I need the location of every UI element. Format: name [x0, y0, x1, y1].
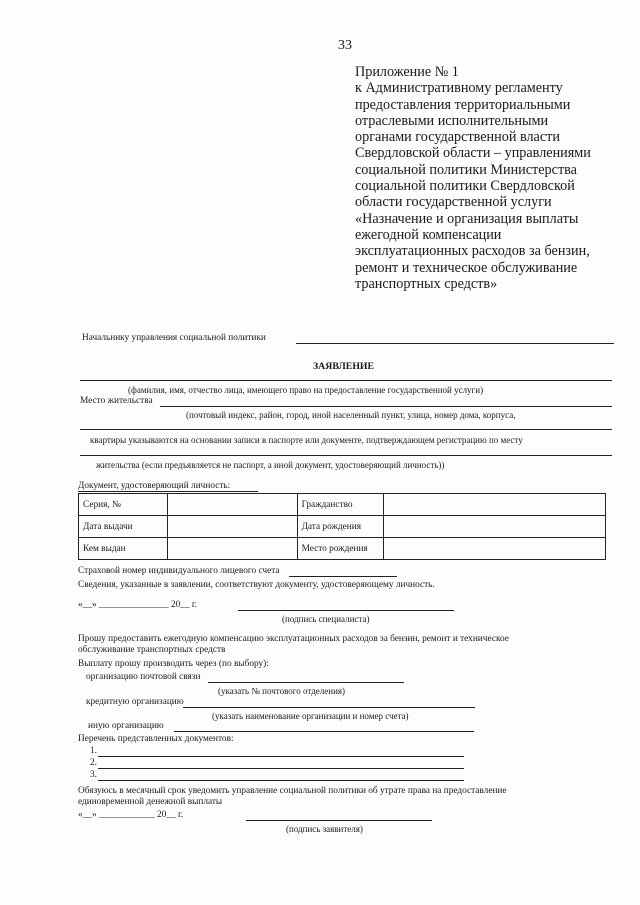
- document-number-1: 1.: [90, 746, 97, 756]
- page-number: 33: [338, 38, 352, 53]
- appendix-line: социальной политики Свердловской: [355, 178, 575, 195]
- specialist-signature-hint: (подпись специалиста): [282, 614, 370, 624]
- address-hint-3: жительства (если предъявляется не паспорт, а иной документ, удостоверяющий личность)): [96, 460, 445, 470]
- appendix-line: органами государственной власти: [355, 129, 560, 146]
- issued-by-value[interactable]: [167, 538, 297, 560]
- document-field-2[interactable]: [98, 768, 464, 769]
- other-org-label: иную организацию: [88, 721, 164, 731]
- document-field-3[interactable]: [98, 780, 464, 781]
- appendix-line: предоставления территориальными: [355, 96, 571, 113]
- table-row: [79, 538, 606, 560]
- full-name-field[interactable]: [80, 380, 612, 381]
- specialist-date: «__» _______________ 20__ г.: [78, 600, 197, 610]
- obligation-text-2: единовременной денежной выплаты: [78, 797, 223, 807]
- series-value[interactable]: [167, 494, 297, 516]
- applicant-signature-hint: (подпись заявителя): [286, 824, 363, 834]
- request-text-2: обслуживание транспортных средств: [78, 645, 226, 655]
- appendix-line: транспортных средств»: [355, 275, 498, 292]
- applicant-date: «__» ____________ 20__ г.: [78, 810, 184, 820]
- issue-date-label: Дата выдачи: [79, 516, 168, 538]
- birth-place-value[interactable]: [383, 538, 606, 560]
- birth-date-label: Дата рождения: [297, 516, 383, 538]
- appendix-line: отраслевыми исполнительными: [355, 112, 549, 129]
- birth-place-label: Место рождения: [297, 538, 383, 560]
- appendix-line: Приложение № 1: [355, 64, 459, 80]
- id-document-underline: [78, 491, 258, 492]
- appendix-line: Свердловской области – управлениями: [355, 145, 591, 162]
- info-confirm-text: Сведения, указанные в заявлении, соответствуют документу, удостоверяющему личность.: [78, 580, 435, 590]
- appendix-header: [355, 64, 625, 292]
- residence-field[interactable]: [160, 406, 612, 407]
- appendix-line: ежегодной компенсации: [355, 226, 502, 243]
- request-text-1: Прошу предоставить ежегодную компенсацию эксплуатационных расходов за бензин, ремонт и техническое: [78, 634, 509, 644]
- obligation-text-1: Обязуюсь в месячный срок уведомить управление социальной политики об утрате права на предоставление: [78, 786, 507, 796]
- id-document-label: Документ, удостоверяющий личность:: [78, 481, 231, 491]
- applicant-signature-field[interactable]: [246, 820, 432, 821]
- appendix-line: социальной политики Министерства: [355, 161, 577, 178]
- issue-date-value[interactable]: [167, 516, 297, 538]
- table-row: [79, 494, 606, 516]
- appendix-line: «Назначение и организация выплаты: [355, 210, 579, 227]
- addressee-field[interactable]: [296, 343, 614, 344]
- appendix-line: области государственной услуги: [355, 194, 552, 211]
- document-field-1[interactable]: [98, 756, 464, 757]
- address-field-3[interactable]: [80, 455, 612, 456]
- full-name-hint: (фамилия, имя, отчество лица, имеющего право на предоставление государственной услуги): [128, 385, 484, 395]
- credit-org-field[interactable]: [183, 707, 475, 708]
- insurance-number-label: Страховой номер индивидуального лицевого счета: [78, 566, 280, 576]
- other-org-field[interactable]: [174, 731, 474, 732]
- appendix-line: к Административному регламенту: [355, 80, 563, 97]
- series-label: Серия, №: [79, 494, 168, 516]
- credit-org-hint: (указать наименование организации и номер счета): [212, 711, 409, 721]
- appendix-line: эксплуатационных расходов за бензин,: [355, 243, 590, 260]
- insurance-number-field[interactable]: [289, 576, 397, 577]
- id-document-table: [78, 493, 606, 560]
- address-hint-1: (почтовый индекс, район, город, иной населенный пункт, улица, номер дома, корпуса,: [186, 410, 516, 420]
- specialist-signature-field[interactable]: [238, 610, 454, 611]
- appendix-line: ремонт и техническое обслуживание: [355, 259, 578, 276]
- credit-org-label: кредитную организацию: [86, 697, 184, 707]
- address-field-2[interactable]: [80, 429, 612, 430]
- issued-by-label: Кем выдан: [79, 538, 168, 560]
- form-title: ЗАЯВЛЕНИЕ: [313, 361, 375, 372]
- citizenship-label: Гражданство: [297, 494, 383, 516]
- residence-label: Место жительства: [80, 396, 153, 406]
- postal-org-hint: (указать № почтового отделения): [218, 686, 346, 696]
- addressee-label: Начальнику управления социальной политики: [82, 333, 266, 343]
- document-number-2: 2.: [90, 758, 97, 768]
- postal-org-label: организацию почтовой связи: [86, 672, 201, 682]
- table-row: [79, 516, 606, 538]
- citizenship-value[interactable]: [383, 494, 606, 516]
- birth-date-value[interactable]: [383, 516, 606, 538]
- documents-list-label: Перечень представленных документов:: [78, 734, 234, 744]
- payment-method-label: Выплату прошу производить через (по выбору):: [78, 659, 269, 669]
- postal-org-field[interactable]: [208, 682, 404, 683]
- document-number-3: 3.: [90, 770, 97, 780]
- address-hint-2: квартиры указываются на основании записи в паспорте или документе, подтверждающем регистрацию по месту: [90, 435, 523, 445]
